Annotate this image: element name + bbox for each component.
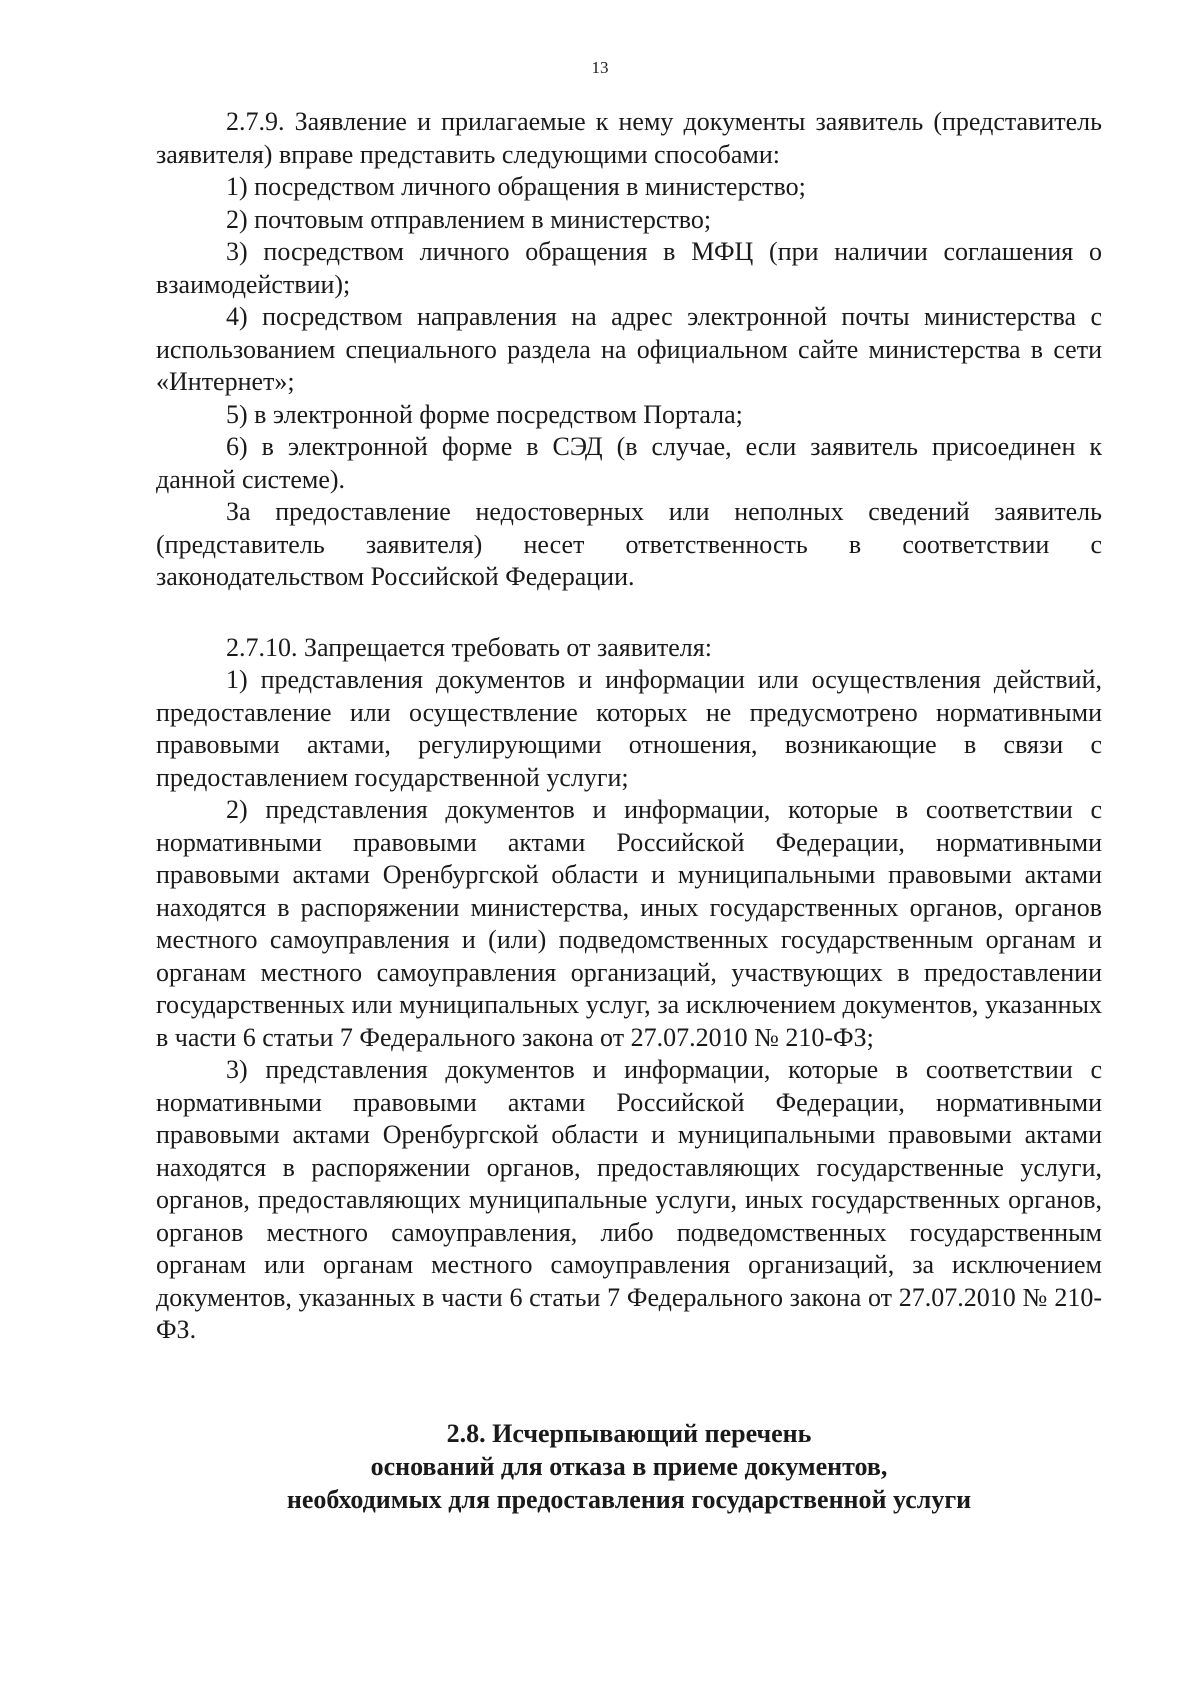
heading-line: 2.8. Исчерпывающий перечень [446, 1419, 812, 1448]
list-item: 4) посредством направления на адрес электронной почты министерства с использованием специального раздела на официальном сайте министерства в сети «Интернет»; [156, 302, 1102, 396]
section-2-7-9-intro: 2.7.9. Заявление и прилагаемые к нему документы заявитель (представитель заявителя) вправе представить следующими способами: [156, 107, 1102, 169]
list-item: 3) представления документов и информации, которые в соответствии с нормативными правовыми актами Российской Федерации, нормативными правовыми актами Оренбургской области и муниципальными правовыми актами находятся в распоряжении органов, предоставляющих государственные услуги, органов, предоставляющих муниципальные услуги, иных государственных органов, органов местного самоуправления, либо подведомственных государственным органам или органам местного самоуправления организаций, за исключением документов, указанных в части 6 статьи 7 Федерального закона от 27.07.2010 № 210-ФЗ. [156, 1055, 1102, 1344]
list-item: 5) в электронной форме посредством Портала; [226, 399, 743, 429]
heading-line: оснований для отказа в приеме документов, [370, 1452, 888, 1481]
paragraph-gap [156, 594, 1102, 632]
document-body [156, 106, 1102, 1347]
list-item: 6) в электронной форме в СЭД (в случае, если заявитель присоединен к данной системе). [156, 432, 1102, 494]
list-item: 2) почтовым отправлением в министерство; [226, 204, 712, 234]
page-number: 13 [591, 58, 609, 77]
heading-line: необходимых для предоставления государственной услуги [286, 1485, 972, 1514]
list-item: 1) представления документов и информации или осуществления действий, предоставление или осуществление которых не предусмотрено нормативными правовыми актами, регулирующими отношения, возникающие в связи с предоставлением государственной услуги; [156, 665, 1102, 792]
section-2-7-10-intro: 2.7.10. Запрещается требовать от заявителя: [226, 632, 712, 662]
section-2-7-9-closing: За предоставление недостоверных или неполных сведений заявитель (представитель заявителя) несет ответственность в соответствии с законодательством Российской Федерации. [156, 497, 1102, 591]
section-2-8-heading [156, 1417, 1102, 1516]
list-item: 3) посредством личного обращения в МФЦ (при наличии соглашения о взаимодействии); [156, 237, 1102, 299]
list-item: 1) посредством личного обращения в министерство; [226, 172, 806, 201]
list-item: 2) представления документов и информации, которые в соответствии с нормативными правовыми актами Российской Федерации, нормативными правовыми актами Оренбургской области и муниципальными правовыми актами находятся в распоряжении министерства, иных государственных органов, органов местного самоуправления и (или) подведомственных государственным органам и органам местного самоуправления организаций, участвующих в предоставлении государственных или муниципальных услуг, за исключением документов, указанных в части 6 статьи 7 Федерального закона от 27.07.2010 № 210-ФЗ; [156, 795, 1102, 1052]
